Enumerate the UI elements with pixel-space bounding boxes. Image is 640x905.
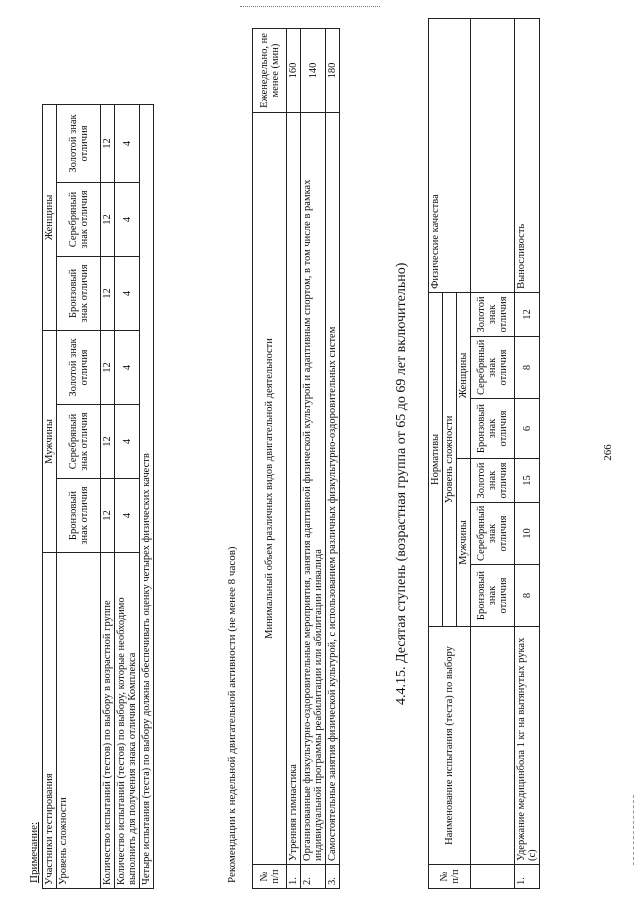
level-header: Уровень сложности xyxy=(443,292,457,626)
women-header: Женщины xyxy=(43,104,57,330)
minutes-cell: 160 xyxy=(287,29,301,113)
badge-header: Бронзовый знак отличия xyxy=(471,565,515,627)
participants-header: Участники тестирования xyxy=(43,553,57,889)
table-cell: 4 xyxy=(115,330,140,404)
row-number: 2. xyxy=(301,865,326,889)
table-cell: 4 xyxy=(115,182,140,256)
table-cell: 12 xyxy=(101,104,115,182)
row-number: 1. xyxy=(515,865,540,889)
quality-header: Физические качества xyxy=(429,18,471,292)
table-row xyxy=(140,104,154,888)
badge-header: Золотой знак отличия xyxy=(471,459,515,503)
men-header: Мужчины xyxy=(457,459,471,627)
no-header: № п/п xyxy=(429,865,471,889)
norms-header: Нормативы xyxy=(429,292,443,626)
activity-cell: Организованные физкультурно-оздоровительные мероприятия, занятия адаптивной физической культурой и адаптивным спортом, в том числе в рамках индивидуальной программы реабилитации или абилитации инвалида xyxy=(301,113,326,865)
table-row xyxy=(515,18,540,888)
note-footer: Четыре испытания (теста) по выбору должны обеспечивать оценку четырех физических качеств xyxy=(140,104,154,888)
badge-header: Серебряный знак отличия xyxy=(57,182,101,256)
no-header: № п/п xyxy=(253,865,287,889)
norm-cell: 12 xyxy=(515,292,540,336)
table-cell: 4 xyxy=(115,405,140,479)
norm-cell: 6 xyxy=(515,399,540,459)
activity-cell: Утренняя гимнастика xyxy=(287,113,301,865)
badge-header: Бронзовый знак отличия xyxy=(471,399,515,459)
test-name: Удержание медицинбола 1 кг на вытянутых руках (с) xyxy=(515,627,540,865)
norm-cell: 8 xyxy=(515,337,540,399)
minutes-header: Еженедельно, не менее (мин) xyxy=(253,29,287,113)
minutes-cell: 180 xyxy=(326,29,340,113)
badge-header: Серебряный знак отличия xyxy=(57,405,101,479)
norms-table xyxy=(428,18,540,889)
norm-cell: 8 xyxy=(515,565,540,627)
table-cell: 12 xyxy=(101,479,115,553)
recommendations-table xyxy=(252,28,340,889)
minutes-cell: 140 xyxy=(301,29,326,113)
table-row xyxy=(115,104,140,888)
row-number: 1. xyxy=(287,865,301,889)
table-row xyxy=(287,29,301,889)
table-row xyxy=(326,29,340,889)
table-cell: 4 xyxy=(115,479,140,553)
women-header: Женщины xyxy=(457,292,471,458)
badge-header: Золотой знак отличия xyxy=(57,104,101,182)
badge-header: Серебряный знак отличия xyxy=(471,337,515,399)
level-header: Уровень сложности xyxy=(57,553,101,889)
activity-cell: Самостоятельные занятия физической культурой, с использованием различных физкультурно-оздоровительных систем xyxy=(326,113,340,865)
table-cell: 4 xyxy=(115,104,140,182)
badge-header: Золотой знак отличия xyxy=(471,292,515,336)
section-heading: 4.4.15. Десятая ступень (возрастная группа от 65 до 69 лет включительно) xyxy=(394,262,409,705)
row-number: 3. xyxy=(326,865,340,889)
note-table xyxy=(42,104,154,889)
norm-cell: 15 xyxy=(515,459,540,503)
table-cell: 12 xyxy=(101,405,115,479)
test-header: Наименование испытания (теста) по выбору xyxy=(429,627,471,865)
badge-header: Серебряный знак отличия xyxy=(471,503,515,565)
table-cell: 12 xyxy=(101,182,115,256)
row-label: Количество испытаний (тестов) по выбору в возрастной группе xyxy=(101,553,115,889)
row-label: Количество испытаний (тестов) по выбору, которые необходимо выполнить для получения знака отличия Комплекса xyxy=(115,553,140,889)
page-number: 266 xyxy=(602,444,614,461)
quality-cell: Выносливость xyxy=(515,18,540,292)
table-row xyxy=(301,29,326,889)
table-cell: 4 xyxy=(115,256,140,330)
table-cell: 12 xyxy=(101,330,115,404)
table-row xyxy=(101,104,115,888)
table-cell: 12 xyxy=(101,256,115,330)
men-header: Мужчины xyxy=(43,330,57,552)
badge-header: Бронзовый знак отличия xyxy=(57,256,101,330)
recommendations-caption: Рекомендации к недельной двигательной активности (не менее 8 часов) xyxy=(226,546,238,883)
activity-header: Минимальный объем различных видов двигательной деятельности xyxy=(253,113,287,865)
badge-header: Бронзовый знак отличия xyxy=(57,479,101,553)
note-title: Примечание: xyxy=(28,821,40,883)
norm-cell: 10 xyxy=(515,503,540,565)
badge-header: Золотой знак отличия xyxy=(57,330,101,404)
